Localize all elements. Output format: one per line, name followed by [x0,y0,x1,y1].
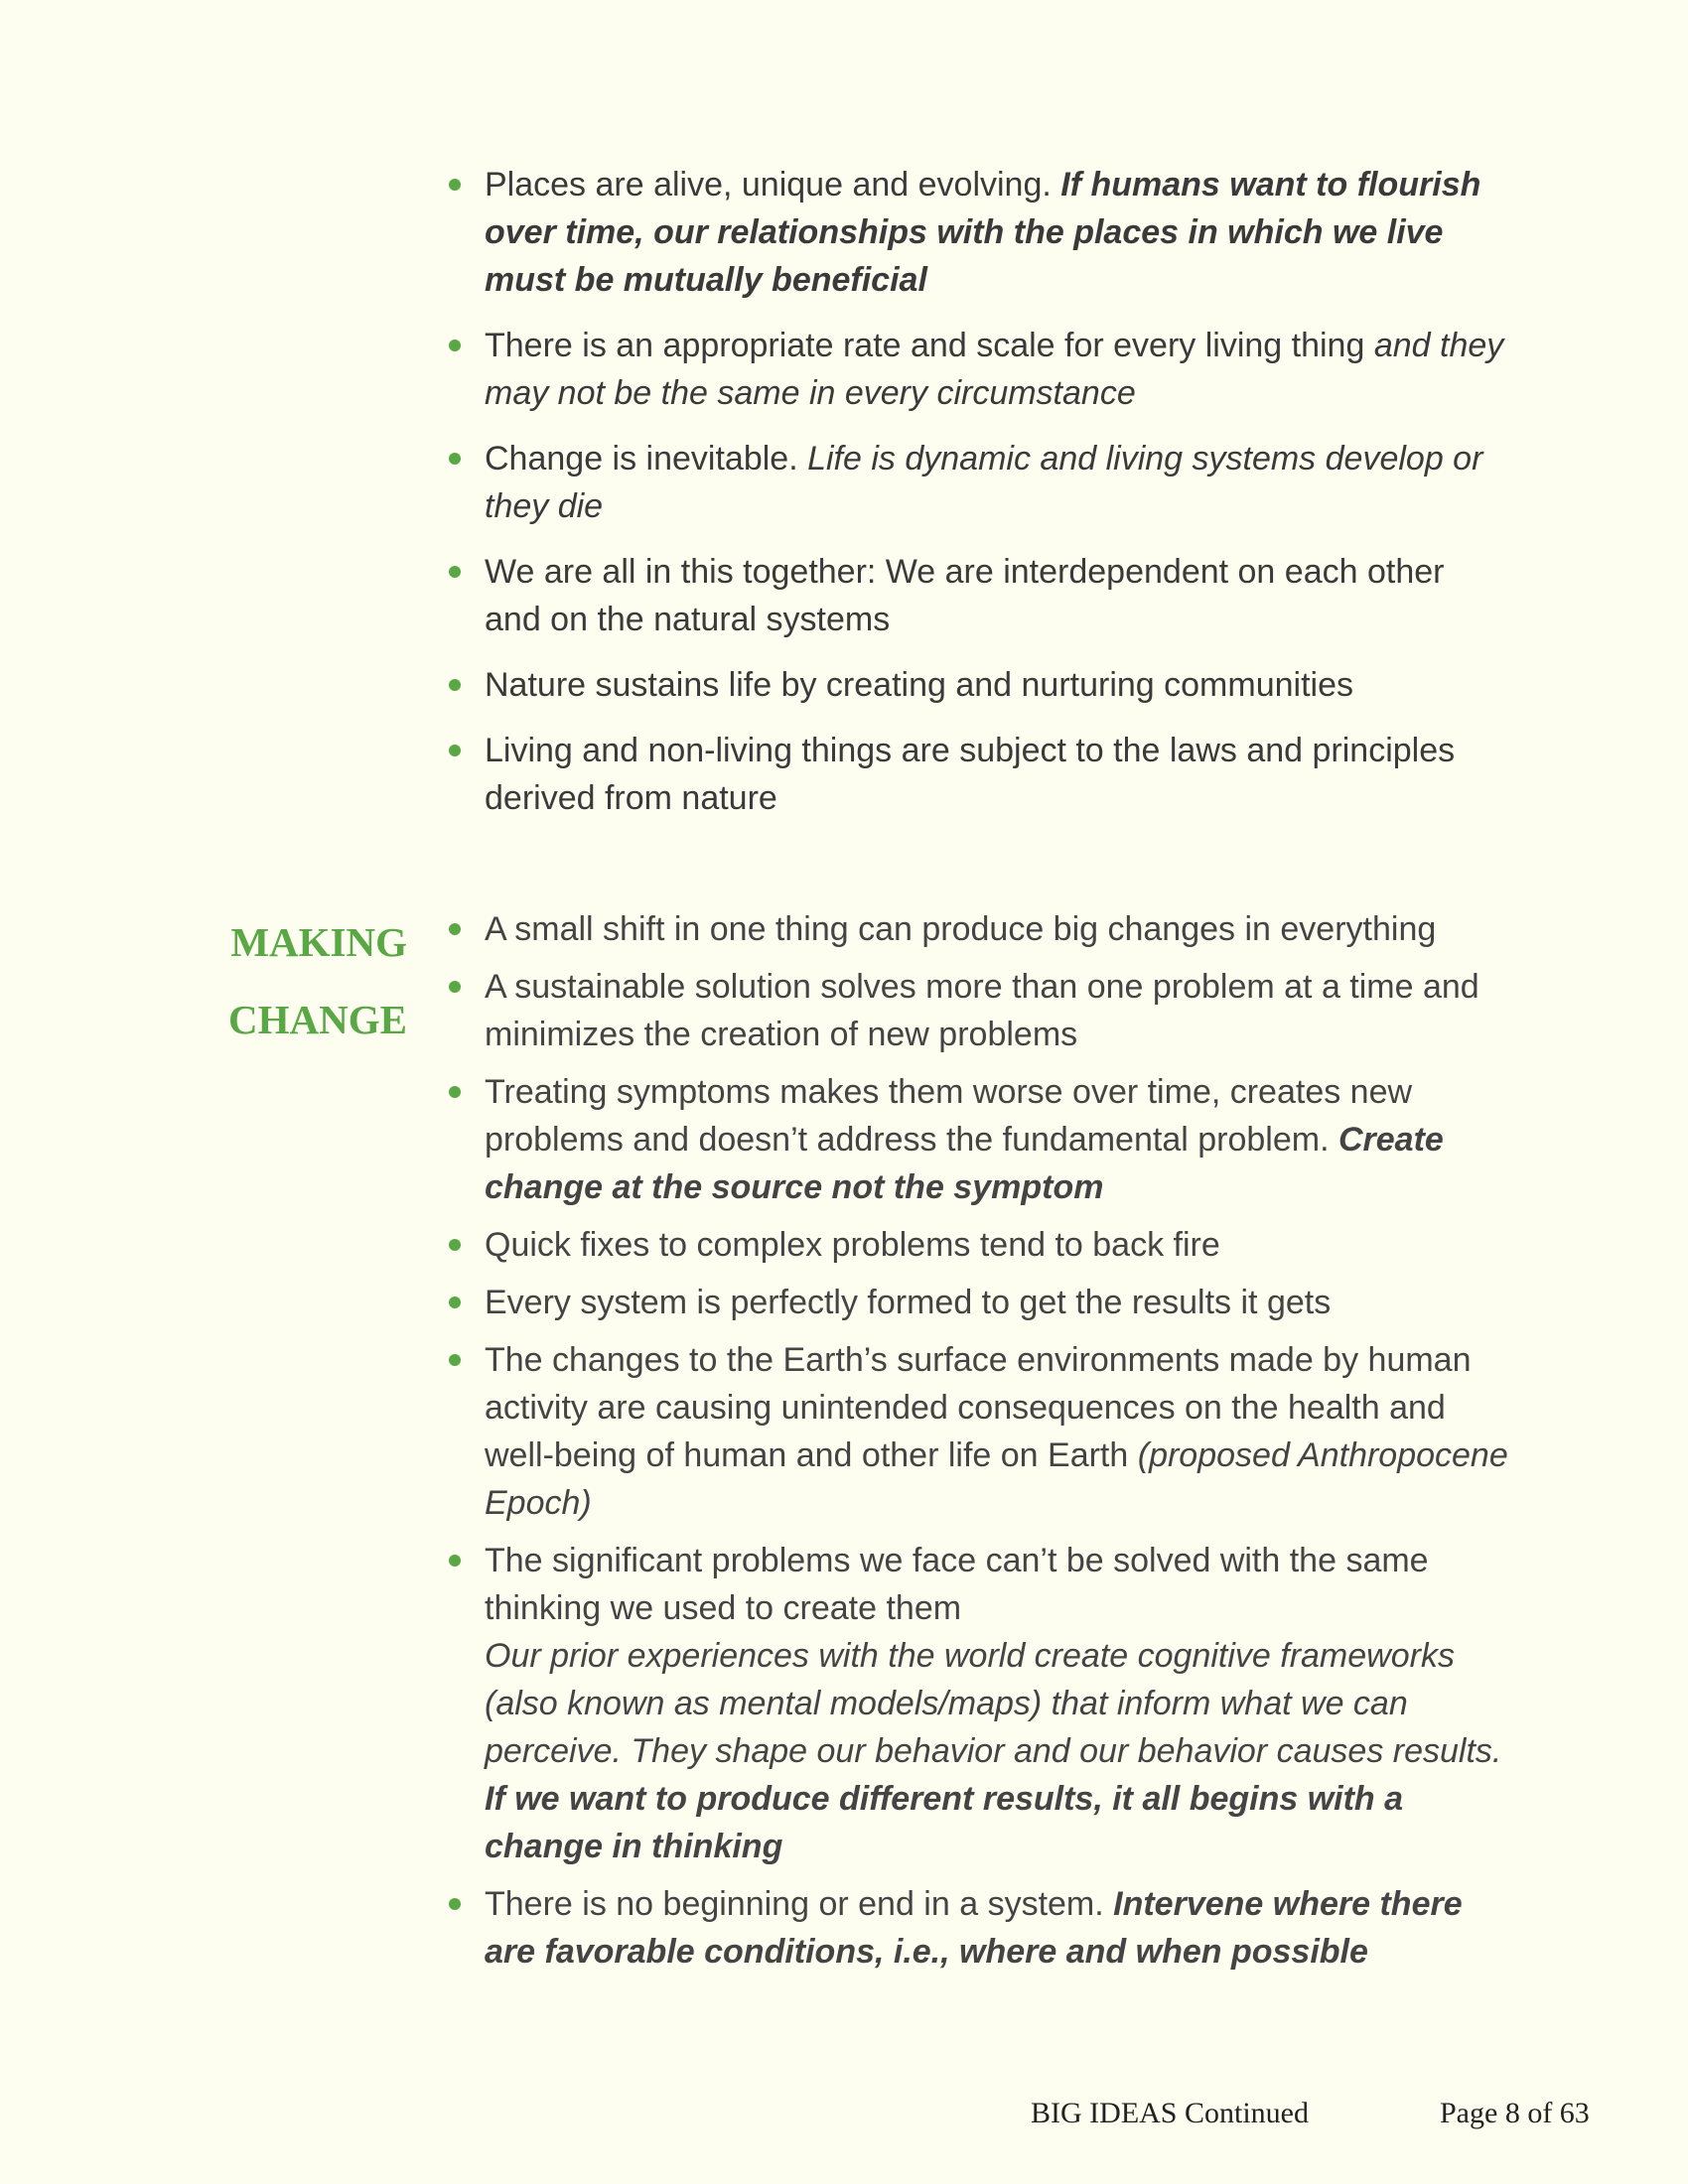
making-change-list [447,905,1509,1985]
bullet-icon [449,1086,461,1098]
list-item: There is an appropriate rate and scale for every living thing and they may not be the same in every circumstance [447,322,1509,417]
section-heading-making-change: MAKING CHANGE [228,919,407,1042]
bullet-icon [449,1898,461,1910]
list-item: Nature sustains life by creating and nurturing communities [447,661,1509,709]
bullet-icon [449,340,461,351]
list-item: A sustainable solution solves more than one problem at a time and minimizes the creation of new problems [447,963,1509,1058]
list-item: Quick fixes to complex problems tend to back fire [447,1221,1509,1269]
list-item: A small shift in one thing can produce big changes in everything [447,905,1509,953]
list-item: The changes to the Earth’s surface environments made by human activity are causing unintended consequences on the health and well-being of human and other life on Earth (proposed Anthropocene Epoch) [447,1336,1509,1527]
list-item: We are all in this together: We are interdependent on each other and on the natural systems [447,548,1509,643]
bullet-icon [449,745,461,756]
list-item: The significant problems we face can’t be solved with the same thinking we used to create them Our prior experiences with the world create cognitive frameworks (also known as mental models/maps) that inform what we can perceive. They shape our behavior and our behavior causes results. If we want to produce different results, it all begins with a change in thinking [447,1537,1509,1870]
list-item: Living and non-living things are subject to the laws and principles derived from nature [447,727,1509,822]
bullet-icon [449,1555,461,1567]
list-item-note: Our prior experiences with the world create cognitive frameworks (also known as mental models/maps) that inform what we can perceive. They shape our behavior and our behavior causes results. If we want to produce different results, it all begins with a change in thinking [485,1637,1502,1865]
bullet-icon [449,179,461,191]
principles-list [447,161,1509,840]
footer-page-number: Page 8 of 63 [1440,2097,1590,2129]
list-item: Every system is perfectly formed to get the results it gets [447,1279,1509,1326]
bullet-icon [449,981,461,993]
list-item: There is no beginning or end in a system. Intervene where there are favorable conditions, i.e., where and when possible [447,1880,1509,1976]
bullet-icon [449,1239,461,1251]
list-item: Change is inevitable. Life is dynamic and living systems develop or they die [447,435,1509,530]
bullet-icon [449,453,461,465]
bullet-icon [449,1297,461,1308]
bullet-icon [449,679,461,691]
bullet-icon [449,923,461,935]
list-item: Treating symptoms makes them worse over time, creates new problems and doesn’t address the fundamental problem. Create change at the source not the symptom [447,1068,1509,1211]
bullet-icon [449,566,461,578]
bullet-icon [449,1354,461,1366]
list-item: Places are alive, unique and evolving. If humans want to flourish over time, our relationships with the places in which we live must be mutually beneficial [447,161,1509,304]
footer-section-title: BIG IDEAS Continued [1031,2097,1309,2129]
